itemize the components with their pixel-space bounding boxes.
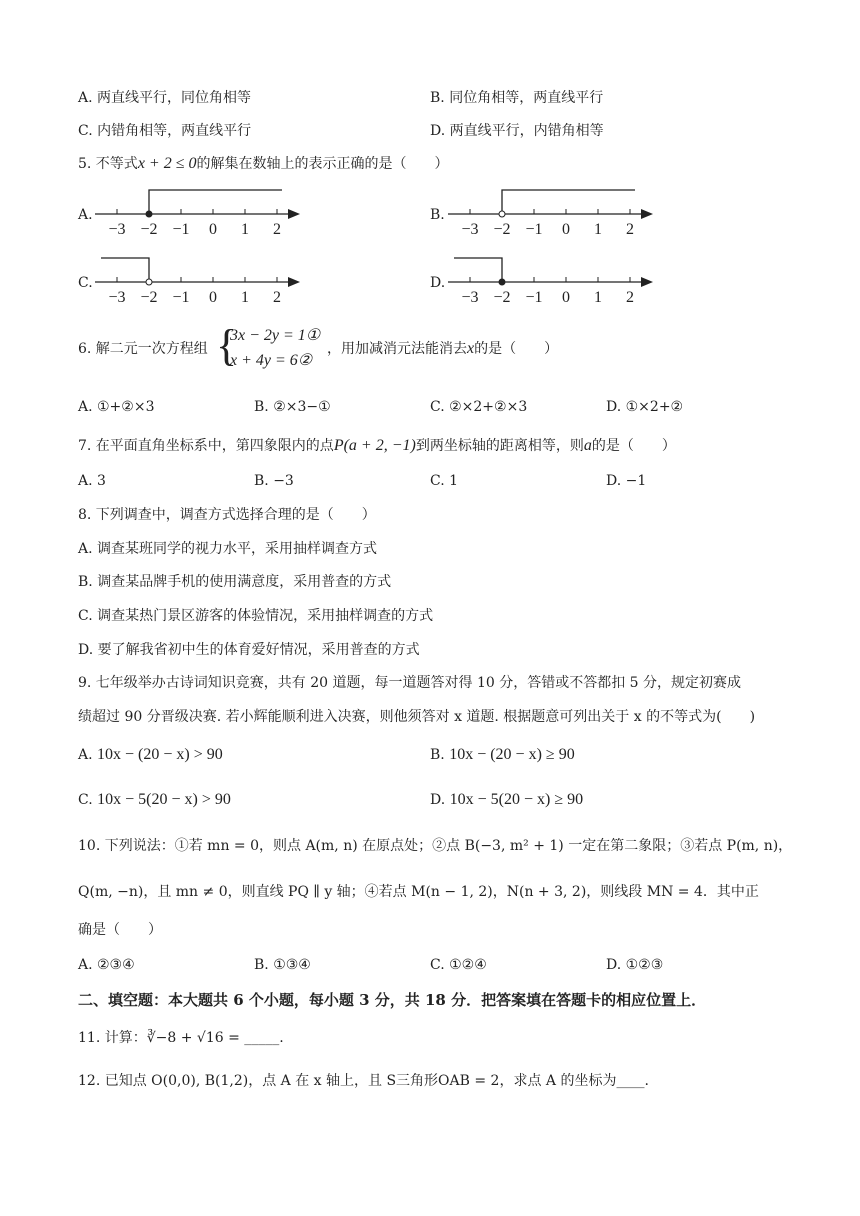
tick-label: −3: [108, 221, 126, 238]
q8-option-c: C. 调查某热门景区游客的体验情况，采用抽样调查的方式: [78, 608, 434, 624]
q7-stem: 7. 在平面直角坐标系中，第四象限内的点P(a + 2, −1)到两坐标轴的距离相等，则a的是（ ）: [78, 437, 676, 454]
q9-option-b: B. 10x − (20 − x) ≥ 90: [430, 746, 575, 763]
tick-label: −3: [461, 289, 479, 306]
axis-arrow: [641, 277, 653, 287]
q5-label-d: D.: [430, 275, 446, 291]
closed-endpoint: [499, 279, 505, 285]
q8-option-a: A. 调查某班同学的视力水平，采用抽样调查方式: [78, 541, 378, 557]
tick-label: 0: [209, 221, 217, 238]
tick-label: −1: [525, 289, 543, 306]
tick-label: 2: [626, 289, 634, 306]
tick-label: −2: [140, 221, 158, 238]
solution-ray: [454, 258, 502, 279]
section-heading: 二、填空题：本大题共 6 个小题，每小题 3 分，共 18 分．把答案填在答题卡的相应位置上．: [78, 991, 707, 1009]
q10-stem-line2: Q(m, −n)，且 mn ≠ 0，则直线 PQ ∥ y 轴；④若点 M(n − 1, 2)，N(n + 3, 2)，则线段 MN = 4．其中正: [78, 884, 759, 900]
tick-label: −3: [108, 289, 126, 306]
number-line-a: [95, 182, 310, 238]
q4-option-b: B. 同位角相等，两直线平行: [430, 90, 604, 106]
q9-stem-line2: 绩超过 90 分晋级决赛. 若小辉能顺利进入决赛，则他须答对 x 道题. 根据题意可列出关于 x 的不等式为( ): [78, 709, 756, 725]
q7-option-d: D. −1: [606, 473, 647, 489]
q7-option-b: B. −3: [254, 473, 294, 489]
q8-option-d: D. 要了解我省初中生的体育爱好情况，采用普查的方式: [78, 642, 420, 658]
q5-label-c: C.: [78, 275, 93, 291]
q10-stem-line1: 10. 下列说法：①若 mn = 0，则点 A(m, n) 在原点处；②点 B(−3, m² + 1) 一定在第二象限；③若点 P(m, n)，: [78, 838, 793, 854]
tick-label: −2: [493, 289, 511, 306]
q12-stem: 12. 已知点 O(0,0), B(1,2)，点 A 在 x 轴上，且 S三角形OAB = 2，求点 A 的坐标为____.: [78, 1073, 649, 1089]
number-line-b: [448, 182, 663, 238]
q4-option-c: C. 内错角相等，两直线平行: [78, 123, 252, 139]
tick-label: 2: [626, 221, 634, 238]
axis-arrow: [288, 277, 300, 287]
tick-label: 1: [241, 221, 249, 238]
tick-label: 1: [594, 289, 602, 306]
tick-label: −3: [461, 221, 479, 238]
tick-label: −2: [493, 221, 511, 238]
q5-stem: 5. 不等式x + 2 ≤ 0的解集在数轴上的表示正确的是（ ）: [78, 155, 449, 172]
tick-label: −2: [140, 289, 158, 306]
system-brace: {: [216, 321, 238, 370]
q10-option-b: B. ①③④: [254, 957, 311, 973]
tick-label: 1: [594, 221, 602, 238]
tick-label: 0: [562, 221, 570, 238]
q6-stem-pre: 6. 解二元一次方程组: [78, 341, 208, 357]
q6-stem-post: ，用加减消元法能消去x的是（ ）: [327, 340, 559, 357]
tick-label: 0: [209, 289, 217, 306]
number-line-d: [448, 250, 663, 306]
q8-option-b: B. 调查某品牌手机的使用满意度，采用普查的方式: [78, 574, 392, 590]
axis-arrow: [288, 209, 300, 219]
tick-label: 1: [241, 289, 249, 306]
q9-option-d: D. 10x − 5(20 − x) ≥ 90: [430, 791, 584, 808]
tick-label: 2: [273, 289, 281, 306]
number-line-c: [95, 250, 310, 306]
q10-option-c: C. ①②④: [430, 957, 487, 973]
q4-option-a: A. 两直线平行，同位角相等: [78, 90, 252, 106]
axis-arrow: [641, 209, 653, 219]
q9-option-c: C. 10x − 5(20 − x) > 90: [78, 791, 231, 808]
q10-stem-line3: 确是（ ）: [78, 922, 162, 938]
open-endpoint: [146, 279, 152, 285]
q6-option-d: D. ①×2+②: [606, 399, 684, 415]
tick-label: 0: [562, 289, 570, 306]
solution-ray: [149, 190, 282, 211]
solution-ray: [502, 190, 635, 211]
q9-stem-line1: 9. 七年级举办古诗词知识竞赛，共有 20 道题，每一道题答对得 10 分，答错或不答都扣 5 分，规定初赛成: [78, 675, 742, 691]
q9-option-a: A. 10x − (20 − x) > 90: [78, 746, 223, 763]
q6-option-a: A. ①+②×3: [78, 399, 155, 415]
tick-label: −1: [525, 221, 543, 238]
solution-ray: [101, 258, 149, 279]
tick-label: 2: [273, 221, 281, 238]
q10-option-d: D. ①②③: [606, 957, 664, 973]
q6-option-b: B. ②×3−①: [254, 399, 331, 415]
q6-equation-1: 3x − 2y = 1①: [230, 327, 321, 344]
q7-option-c: C. 1: [430, 473, 459, 489]
q11-stem: 11. 计算：∛−8 + √16 = _____.: [78, 1030, 284, 1046]
tick-label: −1: [172, 289, 190, 306]
q8-stem: 8. 下列调查中，调查方式选择合理的是（ ）: [78, 507, 376, 523]
q5-label-a: A.: [78, 207, 93, 223]
q4-option-d: D. 两直线平行，内错角相等: [430, 123, 604, 139]
closed-endpoint: [146, 211, 152, 217]
q7-option-a: A. 3: [78, 473, 106, 489]
q6-equation-2: x + 4y = 6②: [230, 352, 313, 369]
q6-option-c: C. ②×2+②×3: [430, 399, 528, 415]
open-endpoint: [499, 211, 505, 217]
q5-label-b: B.: [430, 207, 445, 223]
tick-label: −1: [172, 221, 190, 238]
q10-option-a: A. ②③④: [78, 957, 135, 973]
